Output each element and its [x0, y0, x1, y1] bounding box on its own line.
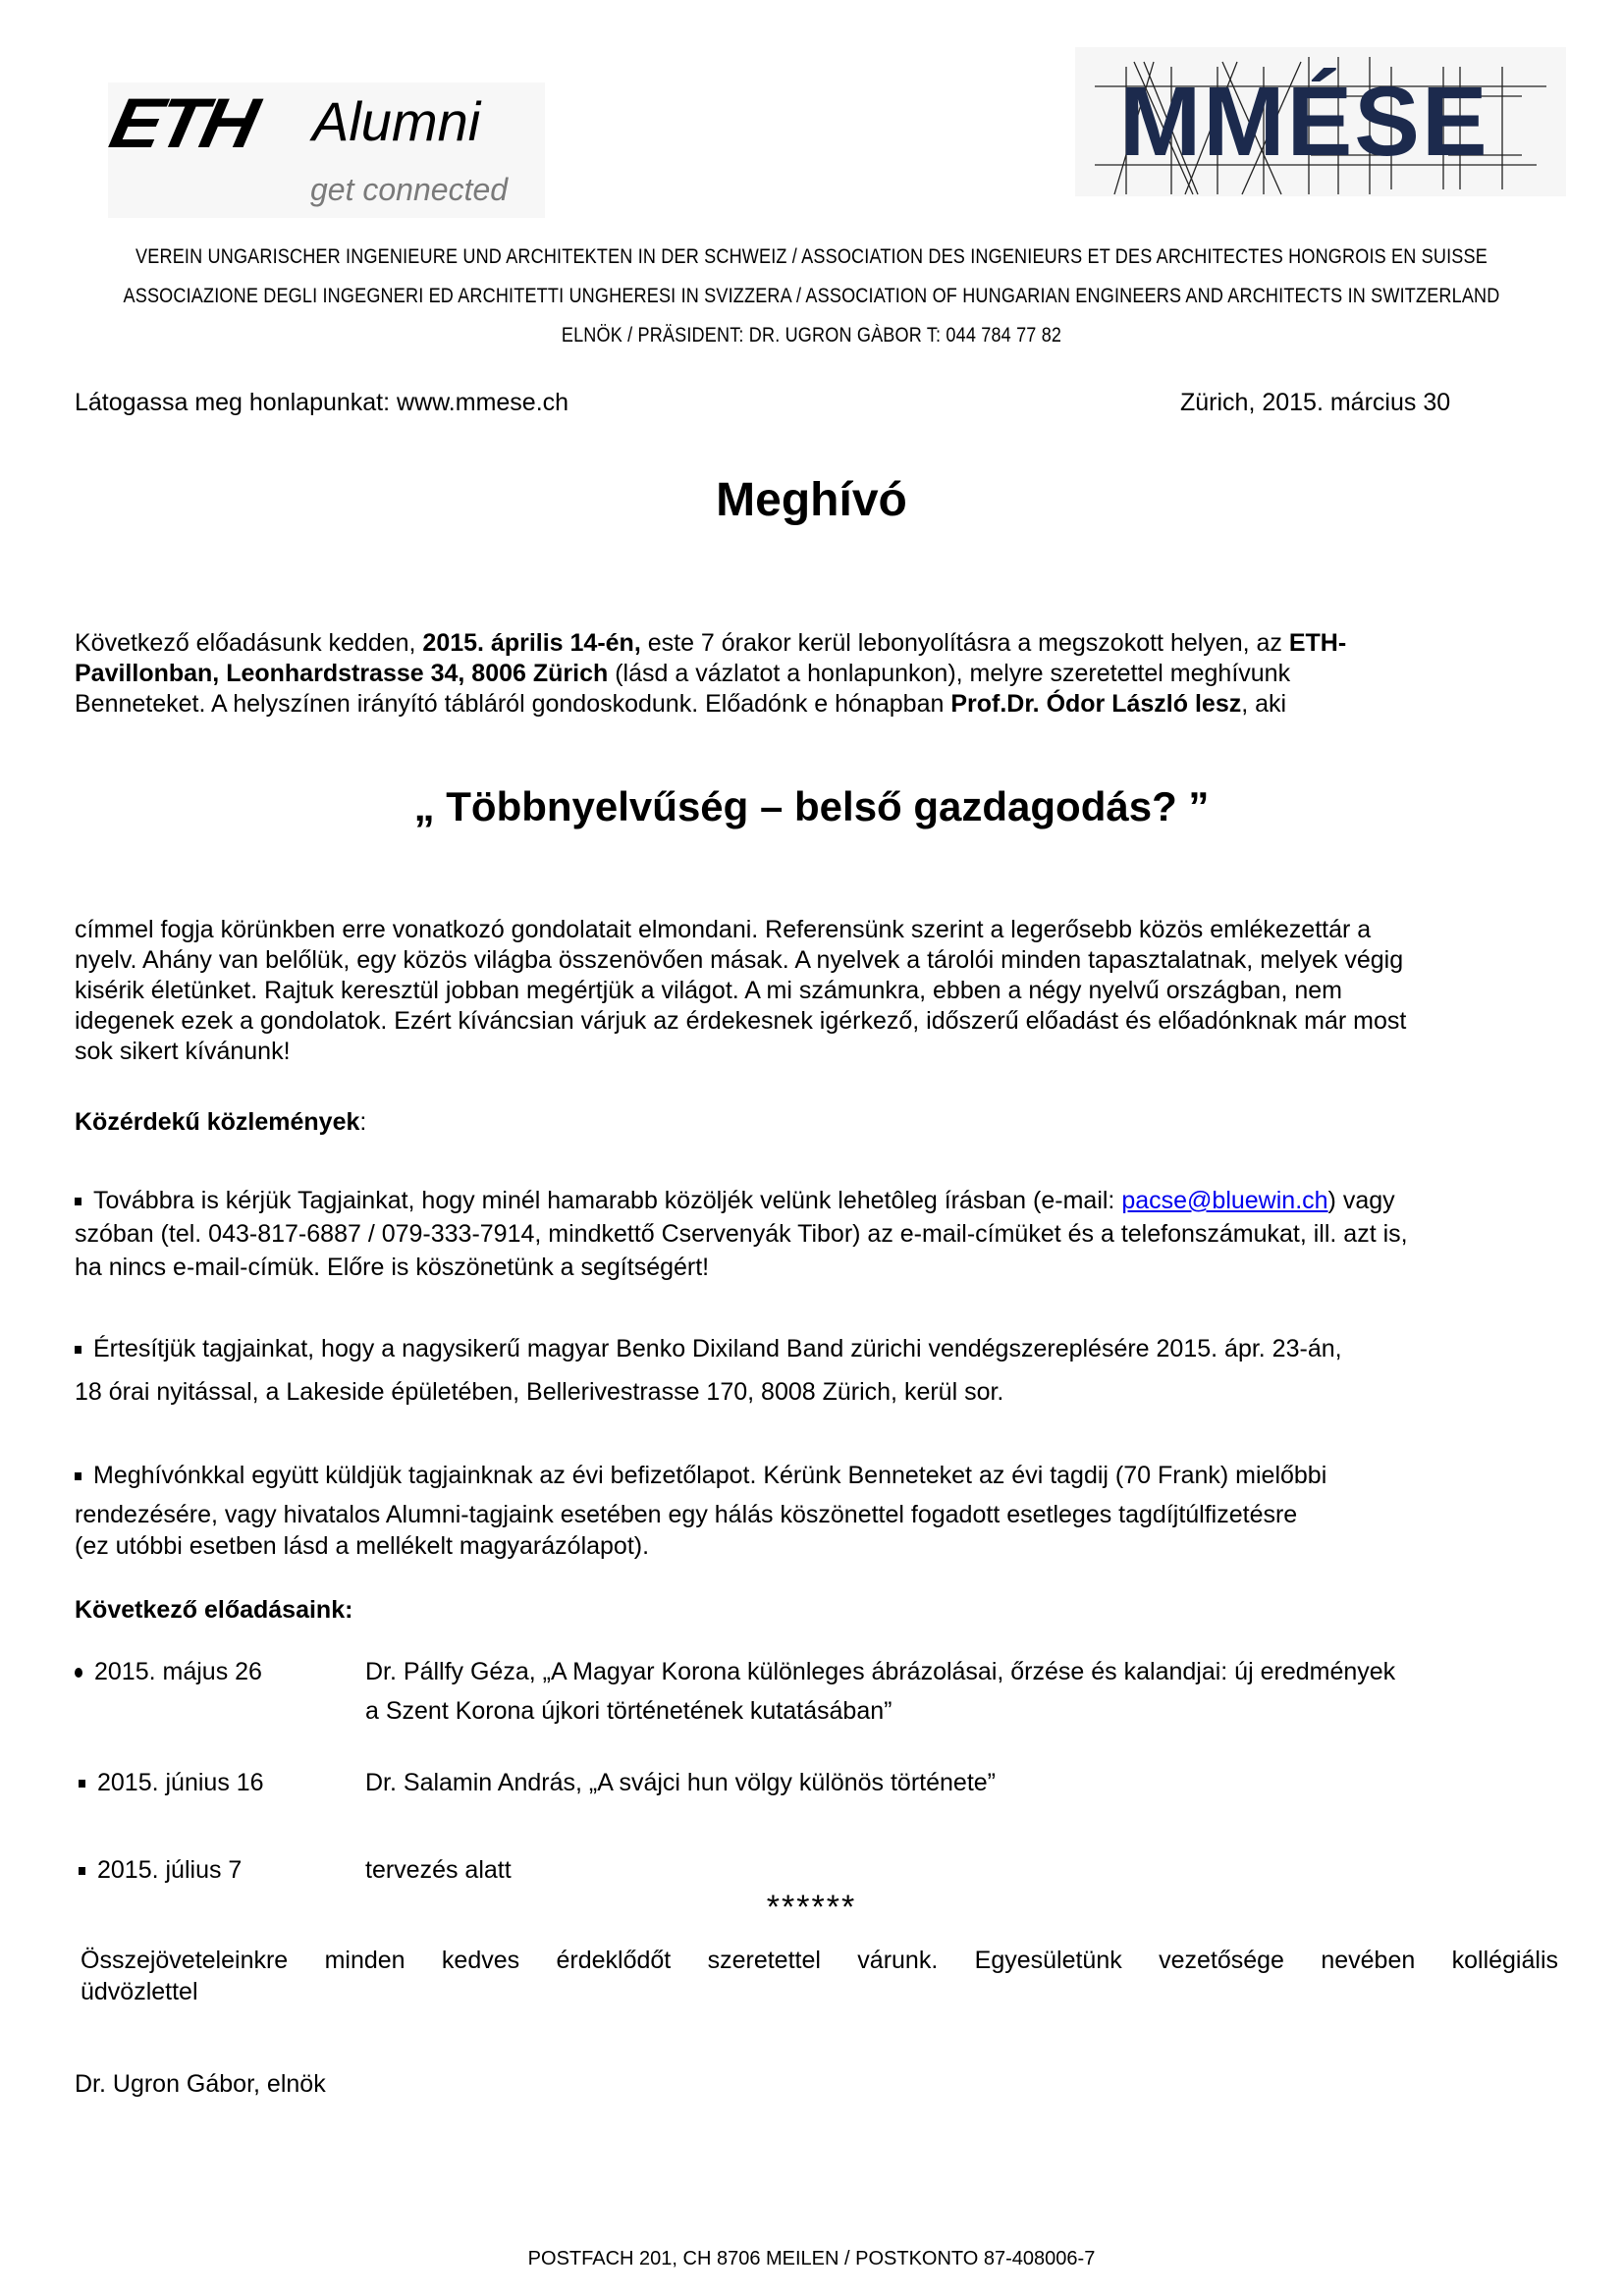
mmese-logo — [1075, 47, 1566, 196]
intro-text: , aki — [1241, 690, 1287, 718]
lecture-date: 2015. április 14-én, — [422, 629, 641, 657]
intro-line-2 — [75, 659, 1587, 689]
announcement-text: ha nincs e-mail-címük. Előre is köszönetünk a segítségért! — [75, 1254, 710, 1281]
footer-address: POSTFACH 201, CH 8706 MEILEN / POSTKONTO 87-408006-7 — [527, 2248, 1096, 2269]
bullet-icon — [79, 1780, 85, 1788]
org-line-de-fr: VEREIN UNGARISCHER INGENIEURE UND ARCHITEKTEN IN DER SCHWEIZ / ASSOCIATION DES INGENIEURS ET DES ARCHITECTES HONGROIS EN SUISSE — [135, 245, 1488, 268]
intro-text: Benneteket. A helyszínen irányító tábláról gondoskodunk. Előadónk e hónapban — [75, 690, 951, 718]
event-date — [79, 1855, 242, 1886]
email-link[interactable]: pacse@bluewin.ch — [1121, 1187, 1328, 1214]
signature: Dr. Ugron Gábor, elnök — [75, 2070, 326, 2098]
eth-logo-mark: ETH — [103, 82, 262, 163]
body-line: címmel fogja körünkben erre vonatkozó gondolatait elmondani. Referensünk szerint a legerősebb közös emlékezettár a — [75, 916, 1372, 943]
announcement-text: (ez utóbbi esetben lásd a mellékelt magyarázólapot). — [75, 1532, 650, 1560]
event-description: Dr. Pállfy Géza, „A Magyar Korona különleges ábrázolásai, őrzése és kalandjai: új eredmények — [365, 1658, 1396, 1685]
body-line: nyelv. Ahány van belőlük, egy közös világba összenövően másak. A nyelvek a tárolói minden tapasztalatnak, melyek végig — [75, 946, 1404, 974]
lecture-title: „ Többnyelvűség – belső gazdagodás? ” — [413, 783, 1210, 829]
announcement-text: Meghívónkkal együtt küldjük tagjainknak az évi befizetőlapot. Kérünk Benneteket az évi tagdij (70 Frank) mielőbbi — [93, 1462, 1327, 1489]
announcement-item-3 — [75, 1458, 1587, 1564]
event-description-cont: a Szent Korona újkori történetének kutatásában” — [365, 1697, 893, 1725]
announcement-text: Továbbra is kérjük Tagjainkat, hogy minél hamarabb közöljék velünk lehetôleg írásban (e-mail: — [93, 1187, 1122, 1214]
event-date-text: 2015. június 16 — [97, 1769, 264, 1796]
body-line: idegenek ezek a gondolatok. Ezért kíváncsian várjuk az érdekesnek igérkező, időszerű előadást és előadónknak már most — [75, 1007, 1407, 1035]
intro-line-3 — [75, 689, 1587, 720]
eth-logo-word: Alumni — [312, 90, 481, 152]
body-line: sok sikert kívánunk! — [75, 1038, 291, 1065]
venue-text: ETH- — [1288, 629, 1347, 657]
president-line: ELNÖK / PRÄSIDENT: DR. UGRON GÀBOR T: 044 784 77 82 — [561, 324, 1062, 347]
announcement-text: rendezésére, vagy hivatalos Alumni-tagjaink esetében egy hálás köszönettel fogadott esetleges tagdíjtúlfizetésre — [75, 1501, 1298, 1528]
bullet-icon — [75, 1346, 81, 1354]
page-title: Meghívó — [716, 474, 907, 526]
eth-alumni-logo — [103, 82, 545, 218]
event-date-text: 2015. május 26 — [94, 1658, 262, 1685]
bullet-icon — [75, 1668, 82, 1678]
announcement-item-1 — [75, 1184, 1587, 1284]
announcement-text: Értesítjük tagjainkat, hogy a nagysikerű magyar Benko Dixiland Band zürichi vendégszereplésére 2015. ápr. 23-án, — [93, 1335, 1342, 1362]
org-line-it-en: ASSOCIAZIONE DEGLI INGEGNERI ED ARCHITETTI UNGHERESI IN SVIZZERA / ASSOCIATION OF HUNGARIAN ENGINEERS AND ARCHITECTS IN SWITZERLAND — [123, 285, 1500, 307]
closing-line-2: üdvözlettel — [81, 1978, 198, 2005]
intro-paragraph — [75, 628, 1587, 720]
body-line: kisérik életünket. Rajtuk keresztül jobban megértjük a világot. A mi számunkra, ebben a négy nyelvű országban, nem — [75, 977, 1342, 1004]
heading-colon: : — [359, 1108, 367, 1136]
event-date-text: 2015. július 7 — [97, 1856, 243, 1884]
event-description: tervezés alatt — [365, 1856, 512, 1884]
speaker-name: Prof.Dr. Ódor László lesz — [950, 690, 1242, 718]
bullet-icon — [79, 1867, 85, 1875]
website-line: Látogassa meg honlapunkat: www.mmese.ch — [75, 389, 569, 416]
intro-line-1 — [75, 628, 1587, 659]
date-line: Zürich, 2015. március 30 — [1180, 389, 1451, 416]
intro-text: Következő előadásunk kedden, — [75, 629, 423, 657]
bullet-icon — [75, 1472, 81, 1480]
venue-address: Pavillonban, Leonhardstrasse 34, 8006 Zürich — [75, 660, 609, 687]
closing-line: Összejöveteleinkre minden kedves érdeklődőt szeretettel várunk. Egyesületünk vezetősége nevében kollégiális — [81, 1947, 1558, 1974]
body-paragraph — [75, 915, 1587, 1067]
mmese-logo-word: MMÉSE — [1119, 67, 1489, 177]
announcement-text: ) vagy — [1327, 1187, 1395, 1214]
intro-text: (lásd a vázlatot a honlapunkon), melyre szeretettel meghívunk — [608, 660, 1291, 687]
announcements-heading — [75, 1107, 366, 1138]
announcement-item-2 — [75, 1329, 1587, 1412]
event-date — [79, 1768, 264, 1798]
event-description: Dr. Salamin András, „A svájci hun völgy különös története” — [365, 1769, 996, 1796]
intro-text: este 7 órakor kerül lebonyolításra a megszokott helyen, az — [640, 629, 1289, 657]
bullet-icon — [75, 1198, 81, 1205]
announcement-text: 18 órai nyitással, a Lakeside épületében, Bellerivestrasse 170, 8008 Zürich, kerül sor. — [75, 1378, 1004, 1406]
eth-logo-tagline: get connected — [310, 172, 509, 207]
announcements-heading-text: Közérdekű közlemények — [75, 1108, 360, 1136]
separator-stars: ****** — [766, 1889, 857, 1926]
upcoming-heading: Következő előadásaink: — [75, 1596, 353, 1624]
event-date — [75, 1657, 262, 1687]
announcement-text: szóban (tel. 043-817-6887 / 079-333-7914, mindkettő Cservenyák Tibor) az e-mail-címüket és a telefonszámukat, ill. azt is, — [75, 1220, 1408, 1248]
